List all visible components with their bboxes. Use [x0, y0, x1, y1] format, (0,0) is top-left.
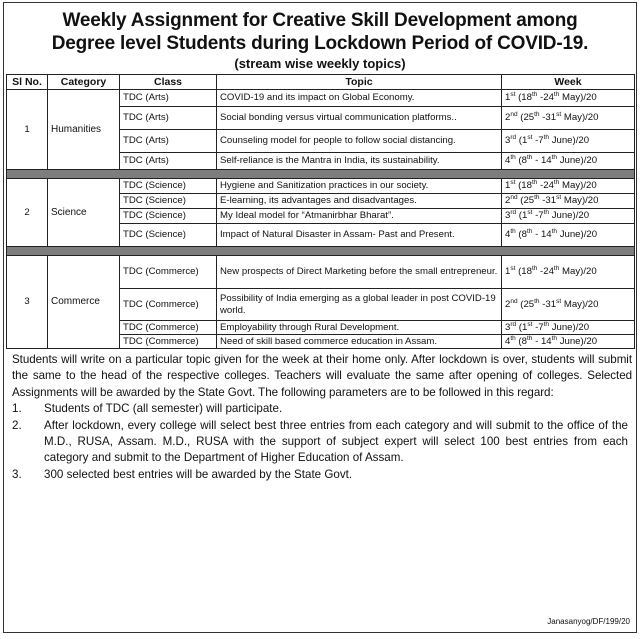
week-end-suffix: th [543, 320, 550, 328]
week-start-suffix: th [526, 154, 533, 162]
week-start-day: 1 [522, 210, 528, 222]
list-item-text: After lockdown, every college will select best three entries from each category and will submit to the office of the M.D., RUSA, Assam. M.D., RUSA with the support of subject expert will select 100 best entries from each category and submit to the Department of Higher Education of Assam. [44, 418, 628, 465]
week-number-suffix: nd [510, 297, 518, 305]
topic-cell: Possibility of India emerging as a global leader in post COVID-19 world. [217, 289, 502, 321]
week-month: May)/20 [559, 266, 597, 278]
week-start-day: 25 [523, 298, 535, 310]
week-start-day: 18 [521, 92, 532, 104]
header-topic: Topic [217, 75, 502, 90]
week-start-day: 1 [522, 321, 528, 333]
week-end-suffix: th [551, 334, 558, 342]
document-subtitle: (stream wise weekly topics) [234, 56, 406, 71]
week-cell: 2nd (25th -31st May)/20 [502, 289, 635, 321]
instructions-paragraph: Students will write on a particular topic given for the week at their home only. After lockdown is over, students will submit the same to the head of the respective colleges. Teachers will evaluate the same after opening of colleges. Selected Assignments will be awarded by the State Govt. The following parameters are to be followed in this regard: [12, 353, 632, 399]
week-end-day: 24 [543, 92, 554, 104]
week-end-suffix: st [556, 111, 562, 119]
week-month: June)/20 [549, 135, 590, 147]
week-cell: 3rd (1st -7th June)/20 [502, 209, 635, 224]
list-item-text: 300 selected best entries will be awarded by the State Govt. [44, 467, 353, 481]
week-start-suffix: th [534, 194, 540, 202]
class-cell: TDC (Arts) [120, 90, 217, 107]
week-end-day: 31 [545, 298, 557, 310]
week-month: May)/20 [561, 195, 599, 207]
list-item [4, 401, 636, 417]
week-start-suffix: th [531, 179, 538, 187]
week-end-day: 24 [543, 266, 554, 278]
list-item-number: 3. [12, 467, 22, 481]
sl-no-cell: 1 [7, 90, 48, 170]
class-cell: TDC (Arts) [120, 130, 217, 153]
week-start-day: 25 [523, 195, 535, 207]
week-number: 1 [505, 92, 511, 104]
week-start-day: 18 [521, 180, 532, 192]
week-number-suffix: th [510, 228, 516, 236]
week-number: 2 [505, 195, 511, 207]
separator-cell [7, 170, 635, 179]
week-end-suffix: th [543, 134, 550, 142]
topic-cell: Self-reliance is the Mantra in India, its sustainability. [217, 153, 502, 170]
week-cell: 1st (18th -24th May)/20 [502, 179, 635, 194]
week-end-day: 14 [538, 229, 552, 241]
week-month: May)/20 [561, 112, 599, 124]
topic-cell: New prospects of Direct Marketing before the small entrepreneur. [217, 256, 502, 289]
table-body [7, 90, 635, 349]
reference-number: Janasanyog/DF/199/20 [547, 617, 630, 626]
class-cell: TDC (Science) [120, 209, 217, 224]
week-number-suffix: rd [510, 209, 517, 217]
topic-cell: Employability through Rural Development. [217, 321, 502, 335]
week-number: 2 [505, 298, 511, 310]
class-cell: TDC (Arts) [120, 107, 217, 130]
week-end-suffix: st [556, 194, 562, 202]
week-start-day: 8 [521, 335, 527, 347]
table-row [7, 256, 635, 289]
class-cell: TDC (Commerce) [120, 321, 217, 335]
week-number-suffix: st [510, 91, 516, 99]
table-row [7, 179, 635, 194]
topic-cell: Hygiene and Sanitization practices in our society. [217, 179, 502, 194]
week-start-day: 18 [521, 266, 532, 278]
week-number: 1 [505, 266, 511, 278]
week-number: 4 [505, 335, 511, 347]
week-cell: 4th (8th - 14th June)/20 [502, 335, 635, 349]
list-item-number: 2. [12, 418, 22, 432]
week-start-suffix: st [527, 209, 533, 217]
week-end-day: 14 [538, 155, 552, 167]
week-start-day: 1 [522, 135, 528, 147]
class-cell: TDC (Commerce) [120, 289, 217, 321]
header-sl-no: Sl No. [7, 75, 48, 90]
week-cell: 2nd (25th -31st May)/20 [502, 107, 635, 130]
assignment-table [6, 74, 635, 349]
week-end-day: 14 [538, 335, 552, 347]
class-cell: TDC (Commerce) [120, 335, 217, 349]
topic-cell: COVID-19 and its impact on Global Economy. [217, 90, 502, 107]
week-number: 1 [505, 180, 511, 192]
class-cell: TDC (Commerce) [120, 256, 217, 289]
week-end-day: 7 [538, 321, 544, 333]
category-cell: Commerce [48, 256, 120, 349]
week-month: June)/20 [549, 321, 590, 333]
week-start-day: 8 [521, 229, 527, 241]
topic-cell: Need of skill based commerce education in Assam. [217, 335, 502, 349]
week-cell: 4th (8th - 14th June)/20 [502, 224, 635, 247]
list-item-number: 1. [12, 402, 22, 416]
week-number-suffix: st [510, 179, 516, 187]
header-week: Week [502, 75, 635, 90]
header-category: Category [48, 75, 120, 90]
week-start-suffix: th [534, 111, 540, 119]
group-separator [7, 170, 635, 179]
sl-no-cell: 2 [7, 179, 48, 247]
week-number-suffix: st [510, 265, 516, 273]
week-number: 4 [505, 155, 511, 167]
list-item-text: Students of TDC (all semester) will participate. [44, 402, 283, 416]
week-start-suffix: st [527, 320, 533, 328]
category-cell: Science [48, 179, 120, 247]
week-start-suffix: th [526, 334, 533, 342]
week-month: June)/20 [557, 229, 598, 241]
table-header-row [7, 75, 635, 90]
week-number-suffix: nd [510, 194, 518, 202]
class-cell: TDC (Arts) [120, 153, 217, 170]
class-cell: TDC (Science) [120, 224, 217, 247]
week-number: 3 [505, 210, 511, 222]
week-number-suffix: th [510, 154, 516, 162]
topic-cell: Counseling model for people to follow social distancing. [217, 130, 502, 153]
header-class: Class [120, 75, 217, 90]
week-month: May)/20 [561, 298, 599, 310]
sl-no-cell: 3 [7, 256, 48, 349]
week-month: June)/20 [557, 155, 598, 167]
category-cell: Humanities [48, 90, 120, 170]
week-end-suffix: th [551, 154, 558, 162]
class-cell: TDC (Science) [120, 179, 217, 194]
week-number: 3 [505, 135, 511, 147]
week-end-day: 7 [538, 210, 544, 222]
table-row [7, 90, 635, 107]
week-start-suffix: th [531, 91, 538, 99]
week-cell: 2nd (25th -31st May)/20 [502, 194, 635, 209]
week-end-suffix: th [553, 265, 560, 273]
week-month: May)/20 [559, 92, 597, 104]
week-end-day: 31 [545, 112, 557, 124]
parameters-list [4, 401, 636, 483]
week-end-suffix: th [543, 209, 550, 217]
week-month: June)/20 [557, 335, 598, 347]
topic-cell: E-learning, its advantages and disadvantages. [217, 194, 502, 209]
week-month: May)/20 [559, 180, 597, 192]
week-number: 4 [505, 229, 511, 241]
week-number: 3 [505, 321, 511, 333]
week-end-suffix: th [553, 179, 560, 187]
week-number-suffix: th [510, 334, 516, 342]
week-month: June)/20 [549, 210, 590, 222]
week-start-suffix: th [531, 265, 538, 273]
week-number: 2 [505, 112, 511, 124]
week-cell: 1st (18th -24th May)/20 [502, 256, 635, 289]
week-start-day: 25 [523, 112, 535, 124]
topic-cell: Impact of Natural Disaster in Assam- Past and Present. [217, 224, 502, 247]
week-cell: 1st (18th -24th May)/20 [502, 90, 635, 107]
list-item [4, 467, 636, 483]
topic-cell: Social bonding versus virtual communication platforms.. [217, 107, 502, 130]
week-cell: 3rd (1st -7th June)/20 [502, 130, 635, 153]
class-cell: TDC (Science) [120, 194, 217, 209]
week-cell: 3rd (1st -7th June)/20 [502, 321, 635, 335]
title-line-1: Weekly Assignment for Creative Skill Development among [62, 10, 578, 31]
week-end-day: 24 [543, 180, 554, 192]
topic-cell: My Ideal model for “Atmanirbhar Bharat”. [217, 209, 502, 224]
list-item [4, 418, 636, 467]
week-start-suffix: th [526, 228, 533, 236]
week-number-suffix: nd [510, 111, 518, 119]
week-start-suffix: st [527, 134, 533, 142]
title-line-2: Degree level Students during Lockdown Period of COVID-19. [51, 33, 589, 54]
week-end-day: 31 [545, 195, 557, 207]
document-title [4, 9, 636, 55]
week-number-suffix: rd [510, 320, 517, 328]
week-number-suffix: rd [510, 134, 517, 142]
week-cell: 4th (8th - 14th June)/20 [502, 153, 635, 170]
week-end-suffix: st [556, 297, 562, 305]
notice-page [3, 2, 637, 633]
separator-cell [7, 247, 635, 256]
week-end-suffix: th [553, 91, 560, 99]
week-end-suffix: th [551, 228, 558, 236]
week-end-day: 7 [538, 135, 544, 147]
week-start-suffix: th [534, 297, 540, 305]
group-separator [7, 247, 635, 256]
week-start-day: 8 [521, 155, 527, 167]
